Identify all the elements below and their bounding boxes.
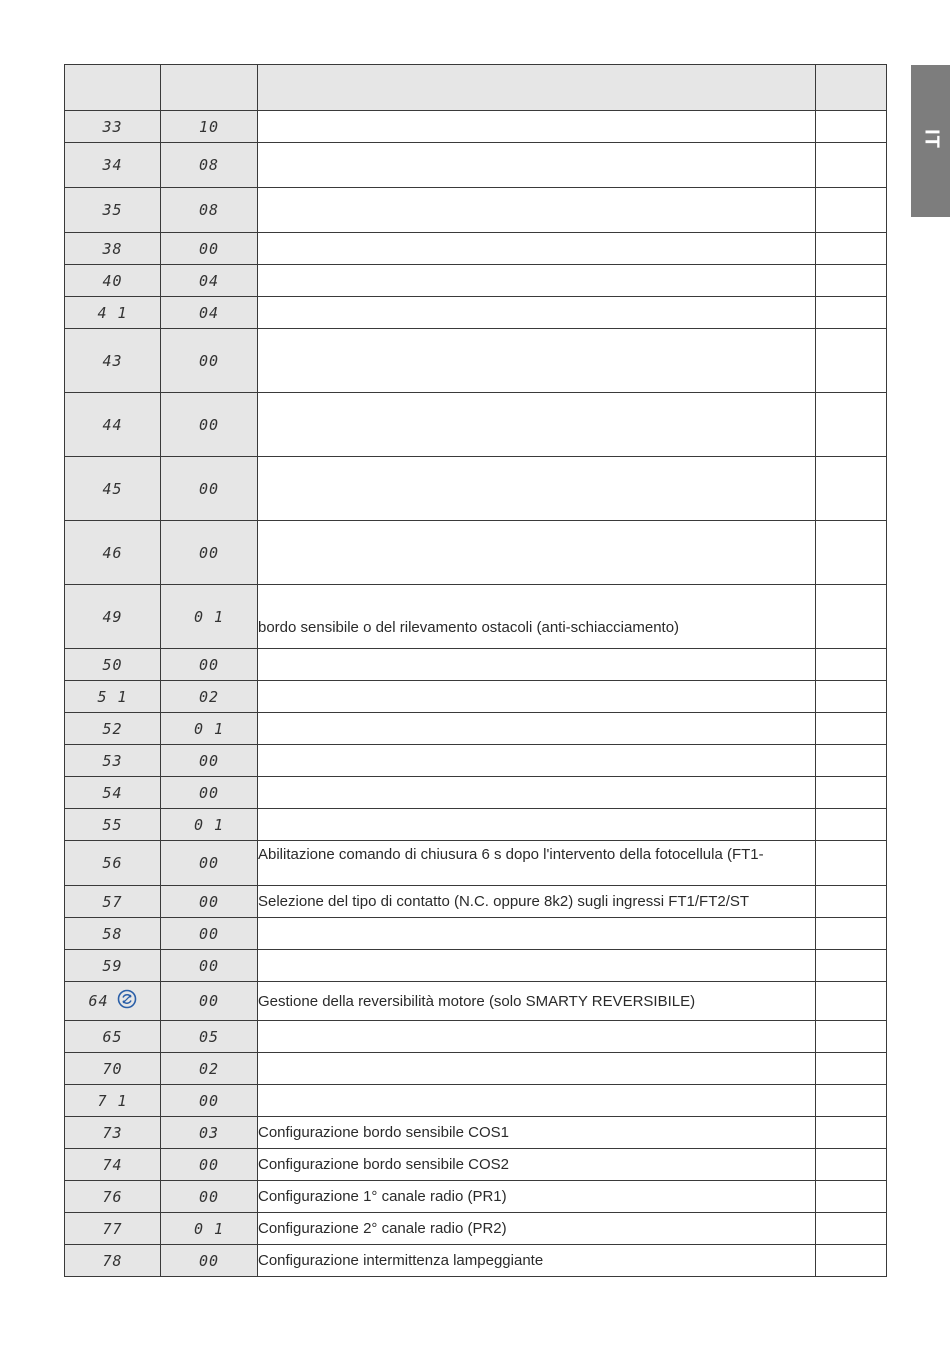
param-default: 00 bbox=[161, 1181, 258, 1213]
param-number: 34 bbox=[65, 143, 161, 188]
param-notes bbox=[816, 143, 887, 188]
param-notes bbox=[816, 1085, 887, 1117]
param-description bbox=[258, 649, 816, 681]
param-notes bbox=[816, 681, 887, 713]
param-number: 56 bbox=[65, 841, 161, 886]
param-description: Configurazione bordo sensibile COS2 bbox=[258, 1149, 816, 1181]
param-number: 77 bbox=[65, 1213, 161, 1245]
param-notes bbox=[816, 111, 887, 143]
param-default: 00 bbox=[161, 393, 258, 457]
param-description bbox=[258, 713, 816, 745]
param-number: 74 bbox=[65, 1149, 161, 1181]
table-row bbox=[65, 1213, 887, 1245]
header-cell-parameter bbox=[65, 65, 161, 111]
param-default: 00 bbox=[161, 1149, 258, 1181]
param-description: Selezione del tipo di contatto (N.C. oppure 8k2) sugli ingressi FT1/FT2/ST bbox=[258, 886, 816, 918]
table-row bbox=[65, 841, 887, 886]
param-default: 00 bbox=[161, 886, 258, 918]
language-tab-label: IT bbox=[920, 129, 942, 149]
param-description bbox=[258, 1053, 816, 1085]
table-row bbox=[65, 1021, 887, 1053]
param-default: 02 bbox=[161, 1053, 258, 1085]
param-description bbox=[258, 329, 816, 393]
param-notes bbox=[816, 188, 887, 233]
param-default: 04 bbox=[161, 297, 258, 329]
param-default: 00 bbox=[161, 649, 258, 681]
table-row bbox=[65, 1117, 887, 1149]
param-notes bbox=[816, 329, 887, 393]
table-row bbox=[65, 809, 887, 841]
param-number: 55 bbox=[65, 809, 161, 841]
param-description bbox=[258, 809, 816, 841]
header-cell-default bbox=[161, 65, 258, 111]
param-number: 46 bbox=[65, 521, 161, 585]
param-default: 08 bbox=[161, 143, 258, 188]
param-number: 58 bbox=[65, 918, 161, 950]
param-default: 0 1 bbox=[161, 585, 258, 649]
param-default: 00 bbox=[161, 950, 258, 982]
param-notes bbox=[816, 982, 887, 1021]
table-row bbox=[65, 1085, 887, 1117]
param-number: 4 1 bbox=[65, 297, 161, 329]
param-description: Gestione della reversibilità motore (solo SMARTY REVERSIBILE) bbox=[258, 982, 816, 1021]
param-number: 65 bbox=[65, 1021, 161, 1053]
table-row bbox=[65, 681, 887, 713]
param-notes bbox=[816, 297, 887, 329]
parameters-table bbox=[64, 64, 887, 1277]
param-default: 0 1 bbox=[161, 1213, 258, 1245]
param-description: bordo sensibile o del rilevamento ostacoli (anti-schiacciamento) bbox=[258, 585, 816, 649]
table-row bbox=[65, 1149, 887, 1181]
table-row bbox=[65, 1245, 887, 1277]
table-row bbox=[65, 1181, 887, 1213]
param-notes bbox=[816, 649, 887, 681]
table-row bbox=[65, 649, 887, 681]
param-number: 53 bbox=[65, 745, 161, 777]
param-number: 57 bbox=[65, 886, 161, 918]
param-notes bbox=[816, 1245, 887, 1277]
language-tab[interactable] bbox=[911, 65, 950, 217]
param-description: Configurazione intermittenza lampeggiante bbox=[258, 1245, 816, 1277]
param-notes bbox=[816, 1213, 887, 1245]
param-default: 00 bbox=[161, 521, 258, 585]
param-number: 64 bbox=[88, 992, 109, 1010]
param-description: Configurazione 1° canale radio (PR1) bbox=[258, 1181, 816, 1213]
param-number: 54 bbox=[65, 777, 161, 809]
param-number: 40 bbox=[65, 265, 161, 297]
param-notes bbox=[816, 918, 887, 950]
param-notes bbox=[816, 950, 887, 982]
param-default: 00 bbox=[161, 457, 258, 521]
param-default: 00 bbox=[161, 329, 258, 393]
param-number: 70 bbox=[65, 1053, 161, 1085]
param-notes bbox=[816, 393, 887, 457]
param-notes bbox=[816, 713, 887, 745]
param-notes bbox=[816, 233, 887, 265]
param-notes bbox=[816, 521, 887, 585]
header-cell-description bbox=[258, 65, 816, 111]
param-number: 43 bbox=[65, 329, 161, 393]
param-default: 02 bbox=[161, 681, 258, 713]
param-default: 00 bbox=[161, 777, 258, 809]
param-number: 45 bbox=[65, 457, 161, 521]
param-description bbox=[258, 457, 816, 521]
param-description bbox=[258, 1021, 816, 1053]
table-row bbox=[65, 585, 887, 649]
param-number: 78 bbox=[65, 1245, 161, 1277]
param-number: 73 bbox=[65, 1117, 161, 1149]
table-row bbox=[65, 713, 887, 745]
param-notes bbox=[816, 265, 887, 297]
header-cell-notes bbox=[816, 65, 887, 111]
param-notes bbox=[816, 1053, 887, 1085]
param-notes bbox=[816, 585, 887, 649]
param-number: 5 1 bbox=[65, 681, 161, 713]
param-default: 04 bbox=[161, 265, 258, 297]
param-number: 7 1 bbox=[65, 1085, 161, 1117]
table-row bbox=[65, 329, 887, 393]
param-description: Configurazione 2° canale radio (PR2) bbox=[258, 1213, 816, 1245]
param-default: 00 bbox=[161, 1245, 258, 1277]
table-row bbox=[65, 393, 887, 457]
param-description bbox=[258, 393, 816, 457]
param-default: 00 bbox=[161, 745, 258, 777]
param-default: 00 bbox=[161, 918, 258, 950]
param-description bbox=[258, 777, 816, 809]
param-default: 03 bbox=[161, 1117, 258, 1149]
param-notes bbox=[816, 745, 887, 777]
table-row bbox=[65, 745, 887, 777]
param-notes bbox=[816, 1149, 887, 1181]
param-default: 05 bbox=[161, 1021, 258, 1053]
param-number: 50 bbox=[65, 649, 161, 681]
param-description: Abilitazione comando di chiusura 6 s dopo l'intervento della fotocellula (FT1- bbox=[258, 841, 816, 886]
param-description bbox=[258, 265, 816, 297]
param-description bbox=[258, 233, 816, 265]
param-default: 00 bbox=[161, 233, 258, 265]
table-row bbox=[65, 297, 887, 329]
reverse-motor-icon bbox=[117, 989, 137, 1013]
table-row bbox=[65, 982, 887, 1021]
param-number: 44 bbox=[65, 393, 161, 457]
param-notes bbox=[816, 457, 887, 521]
param-number: 38 bbox=[65, 233, 161, 265]
param-default: 10 bbox=[161, 111, 258, 143]
param-notes bbox=[816, 809, 887, 841]
param-number: 49 bbox=[65, 585, 161, 649]
param-description bbox=[258, 918, 816, 950]
param-notes bbox=[816, 777, 887, 809]
param-default: 08 bbox=[161, 188, 258, 233]
param-description bbox=[258, 297, 816, 329]
param-notes bbox=[816, 1021, 887, 1053]
param-default: 00 bbox=[161, 841, 258, 886]
param-notes bbox=[816, 886, 887, 918]
param-number: 76 bbox=[65, 1181, 161, 1213]
table-row bbox=[65, 143, 887, 188]
param-number: 59 bbox=[65, 950, 161, 982]
table-row bbox=[65, 521, 887, 585]
param-notes bbox=[816, 1181, 887, 1213]
table-row bbox=[65, 1053, 887, 1085]
param-description bbox=[258, 1085, 816, 1117]
table-row bbox=[65, 918, 887, 950]
param-description bbox=[258, 521, 816, 585]
param-description bbox=[258, 950, 816, 982]
param-notes bbox=[816, 1117, 887, 1149]
param-notes bbox=[816, 841, 887, 886]
param-description: Configurazione bordo sensibile COS1 bbox=[258, 1117, 816, 1149]
param-description bbox=[258, 188, 816, 233]
table-row bbox=[65, 777, 887, 809]
table-row bbox=[65, 265, 887, 297]
param-number: 52 bbox=[65, 713, 161, 745]
param-description bbox=[258, 111, 816, 143]
table-row bbox=[65, 111, 887, 143]
table-row bbox=[65, 188, 887, 233]
param-description bbox=[258, 143, 816, 188]
table-row bbox=[65, 457, 887, 521]
table-row bbox=[65, 950, 887, 982]
table-header-row bbox=[65, 65, 887, 111]
table-row bbox=[65, 233, 887, 265]
param-default: 0 1 bbox=[161, 713, 258, 745]
param-default: 00 bbox=[161, 982, 258, 1021]
param-number: 35 bbox=[65, 188, 161, 233]
param-number: 33 bbox=[65, 111, 161, 143]
param-number-cell bbox=[65, 982, 161, 1021]
param-default: 00 bbox=[161, 1085, 258, 1117]
param-description bbox=[258, 745, 816, 777]
param-description bbox=[258, 681, 816, 713]
table-row bbox=[65, 886, 887, 918]
param-default: 0 1 bbox=[161, 809, 258, 841]
